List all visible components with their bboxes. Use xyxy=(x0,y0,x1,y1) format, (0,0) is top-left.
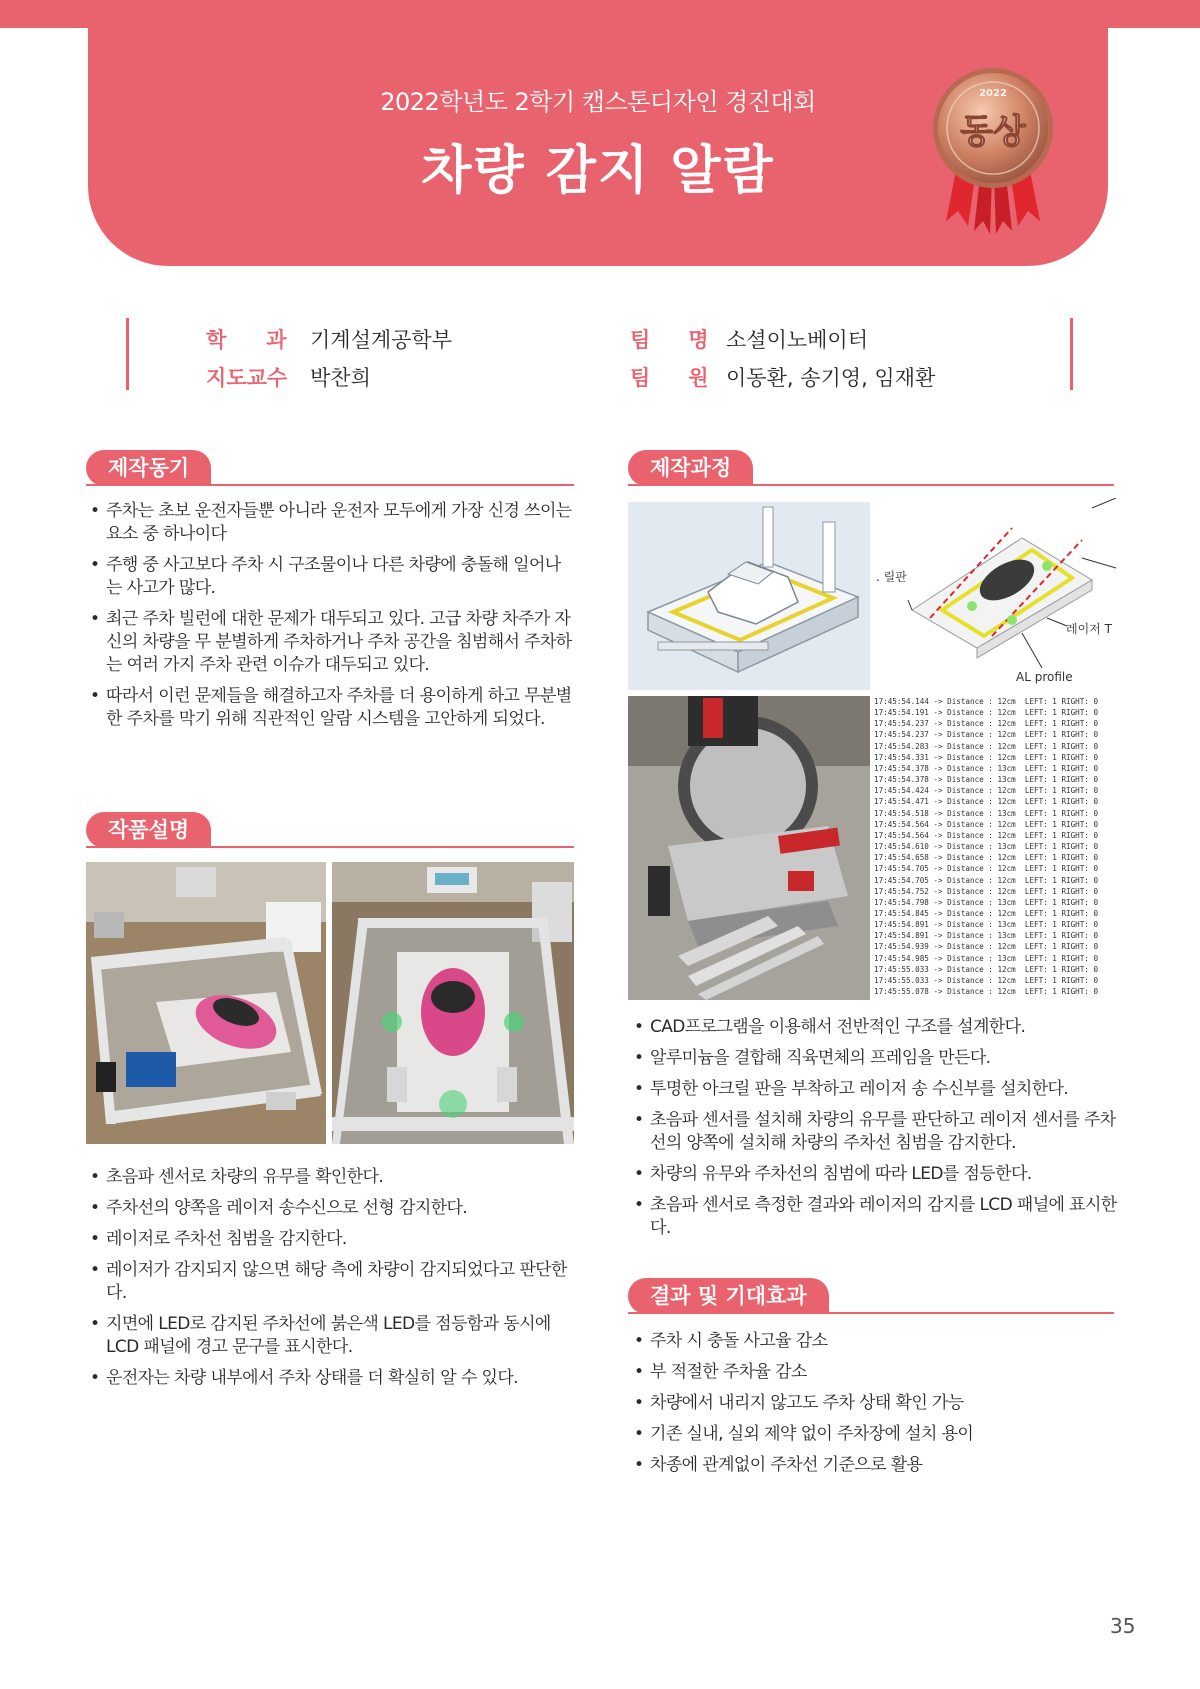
members-label-b: 원 xyxy=(688,366,709,390)
bronze-medal-icon xyxy=(928,66,1058,236)
motivation-list xyxy=(88,500,576,739)
serial-log-line: 17:45:54.331 -> Distance : 12cm LEFT: 1 RIGHT: 0 xyxy=(874,752,1099,762)
cad-model-image xyxy=(628,502,870,690)
serial-log-line: 17:45:54.237 -> Distance : 12cm LEFT: 1 RIGHT: 0 xyxy=(874,730,1099,740)
serial-log-line: 17:45:54.564 -> Distance : 12cm LEFT: 1 RIGHT: 0 xyxy=(874,819,1099,829)
advisor-value: 박찬희 xyxy=(310,366,371,390)
info-department xyxy=(206,324,452,354)
serial-log-line: 17:45:54.891 -> Distance : 13cm LEFT: 1 RIGHT: 0 xyxy=(874,920,1099,930)
serial-log-line: 17:45:54.798 -> Distance : 13cm LEFT: 1 RIGHT: 0 xyxy=(874,897,1099,907)
diagram-label-profile: AL profile xyxy=(1016,670,1073,684)
serial-log-line: 17:45:54.144 -> Distance : 12cm LEFT: 1 RIGHT: 0 xyxy=(874,697,1099,706)
list-item: • 최근 주차 빌런에 대한 문제가 대두되고 있다. 고급 차량 차주가 자신의 차량을 무 분별하게 주차하거나 주차 공간을 침범해서 주차하는 여러 가지 주차 관련 이슈가 대두되고 있다. xyxy=(88,608,576,677)
info-team-members xyxy=(630,362,935,392)
description-list xyxy=(88,1166,578,1398)
serial-log-line: 17:45:55.033 -> Distance : 12cm LEFT: 1 RIGHT: 0 xyxy=(874,975,1099,985)
serial-log-line: 17:45:54.891 -> Distance : 13cm LEFT: 1 RIGHT: 0 xyxy=(874,931,1099,941)
list-item: • 초음파 센서로 측정한 결과와 레이저의 감지를 LCD 패널에 표시한다. xyxy=(632,1194,1118,1240)
section-results-title: 결과 및 기대효과 xyxy=(628,1278,829,1314)
list-item: • 주차는 초보 운전자들뿐 아니라 운전자 모두에게 가장 신경 쓰이는 요소 중 하나이다 xyxy=(88,500,576,546)
serial-log-line: 17:45:54.985 -> Distance : 13cm LEFT: 1 RIGHT: 0 xyxy=(874,953,1099,963)
dept-label-a: 학 xyxy=(206,328,227,352)
serial-log-line: 17:45:54.191 -> Distance : 12cm LEFT: 1 RIGHT: 0 xyxy=(874,708,1099,718)
list-item: • 차종에 관계없이 주차선 기준으로 활용 xyxy=(632,1454,1118,1477)
list-item: • 주차 시 충돌 사고율 감소 xyxy=(632,1330,1118,1353)
serial-log-line: 17:45:54.283 -> Distance : 12cm LEFT: 1 RIGHT: 0 xyxy=(874,741,1099,751)
serial-log-line: 17:45:54.424 -> Distance : 12cm LEFT: 1 RIGHT: 0 xyxy=(874,786,1099,796)
section-results-header xyxy=(628,1278,1114,1314)
medal-award: 동상 xyxy=(960,112,1026,152)
serial-log-line: 17:45:54.845 -> Distance : 12cm LEFT: 1 RIGHT: 0 xyxy=(874,908,1099,918)
list-item: • 차량의 유무와 주차선의 침범에 따라 LED를 점등한다. xyxy=(632,1163,1118,1186)
miter-saw-photo xyxy=(628,696,870,1000)
serial-log-line: 17:45:54.658 -> Distance : 12cm LEFT: 1 RIGHT: 0 xyxy=(874,853,1099,863)
team-name-value: 소셜이노베이터 xyxy=(726,328,869,352)
list-item: • 알루미늄을 결합해 직육면체의 프레임을 만든다. xyxy=(632,1047,1118,1070)
info-divider-left xyxy=(126,318,129,390)
list-item: • 따라서 이런 문제들을 해결하고자 주차를 더 용이하게 하고 무분별한 주차를 막기 위해 직관적인 알람 시스템을 고안하게 되었다. xyxy=(88,685,576,731)
list-item: • 투명한 아크릴 판을 부착하고 레이저 송 수신부를 설치한다. xyxy=(632,1078,1118,1101)
team-members-value: 이동환, 송기영, 임재환 xyxy=(726,366,936,390)
advisor-label: 지도교수 xyxy=(206,366,288,390)
serial-log-line: 17:45:54.705 -> Distance : 12cm LEFT: 1 RIGHT: 0 xyxy=(874,864,1099,874)
prototype-photo-2 xyxy=(332,862,574,1144)
info-team-name xyxy=(630,324,868,354)
serial-log-line: 17:45:55.078 -> Distance : 12cm LEFT: 1 RIGHT: 0 xyxy=(874,987,1099,997)
diagram-label-plate: . 릴판 xyxy=(876,570,907,584)
team-label-a: 팀 xyxy=(630,328,651,352)
diagram-label-laser: 레이저 T xyxy=(1066,622,1112,636)
list-item: • 지면에 LED로 감지된 주차선에 붉은색 LED를 점등함과 동시에 LCD 패널에 경고 문구를 표시한다. xyxy=(88,1313,578,1359)
info-advisor xyxy=(206,362,371,392)
info-divider-right xyxy=(1070,318,1073,390)
serial-log-line: 17:45:54.518 -> Distance : 13cm LEFT: 1 RIGHT: 0 xyxy=(874,808,1099,818)
members-label-a: 팀 xyxy=(630,366,651,390)
list-item: • 차량에서 내리지 않고도 주차 상태 확인 가능 xyxy=(632,1392,1118,1415)
list-item: • 부 적절한 주차율 감소 xyxy=(632,1361,1118,1384)
list-item: • 주차선의 양쪽을 레이저 송수신으로 선형 감지한다. xyxy=(88,1197,578,1220)
list-item: • 레이저가 감지되지 않으면 해당 측에 차량이 감지되었다고 판단한다. xyxy=(88,1259,578,1305)
team-label-b: 명 xyxy=(688,328,709,352)
serial-log-line: 17:45:54.378 -> Distance : 13cm LEFT: 1 RIGHT: 0 xyxy=(874,775,1099,785)
results-list xyxy=(632,1330,1118,1485)
list-item: • 운전자는 차량 내부에서 주차 상태를 더 확실히 알 수 있다. xyxy=(88,1367,578,1390)
list-item: • CAD프로그램을 이용해서 전반적인 구조를 설계한다. xyxy=(632,1016,1118,1039)
serial-log-line: 17:45:54.564 -> Distance : 12cm LEFT: 1 RIGHT: 0 xyxy=(874,830,1099,840)
serial-monitor-log xyxy=(872,696,1116,1000)
laser-schematic-diagram xyxy=(872,498,1116,690)
section-process-title: 제작과정 xyxy=(628,450,753,486)
list-item: • 초음파 센서로 차량의 유무를 확인한다. xyxy=(88,1166,578,1189)
section-motivation-header xyxy=(86,450,574,486)
section-description-title: 작품설명 xyxy=(86,812,211,848)
serial-log-line: 17:45:54.939 -> Distance : 12cm LEFT: 1 RIGHT: 0 xyxy=(874,942,1099,952)
dept-label-b: 과 xyxy=(266,328,287,352)
serial-log-line: 17:45:54.705 -> Distance : 12cm LEFT: 1 RIGHT: 0 xyxy=(874,875,1099,885)
serial-log-line: 17:45:54.237 -> Distance : 12cm LEFT: 1 RIGHT: 0 xyxy=(874,719,1099,729)
serial-log-text xyxy=(874,696,1098,997)
page-number: 35 xyxy=(1110,1614,1136,1638)
department-value: 기계설계공학부 xyxy=(310,328,453,352)
serial-log-line: 17:45:55.033 -> Distance : 12cm LEFT: 1 RIGHT: 0 xyxy=(874,964,1099,974)
list-item: • 기존 실내, 실외 제약 없이 주차장에 설치 용이 xyxy=(632,1423,1118,1446)
page-title: 차량 감지 알람 xyxy=(421,141,775,201)
section-motivation-title: 제작동기 xyxy=(86,450,211,486)
serial-log-line: 17:45:54.471 -> Distance : 12cm LEFT: 1 RIGHT: 0 xyxy=(874,797,1099,807)
prototype-photo-1 xyxy=(86,862,326,1144)
list-item: • 초음파 센서를 설치해 차량의 유무를 판단하고 레이저 센서를 주차선의 양쪽에 설치해 차량의 주차선 침범을 감지한다. xyxy=(632,1109,1118,1155)
serial-log-line: 17:45:54.610 -> Distance : 13cm LEFT: 1 RIGHT: 0 xyxy=(874,842,1099,852)
serial-log-line: 17:45:54.752 -> Distance : 12cm LEFT: 1 RIGHT: 0 xyxy=(874,886,1099,896)
process-list xyxy=(632,1016,1118,1248)
section-process-header xyxy=(628,450,1114,486)
contest-title: 2022학년도 2학기 캡스톤디자인 경진대회 xyxy=(380,88,816,116)
section-description-header xyxy=(86,812,574,848)
medal-year: 2022 xyxy=(979,88,1007,99)
list-item: • 주행 중 사고보다 주차 시 구조물이나 다른 차량에 충돌해 일어나는 사고가 많다. xyxy=(88,554,576,600)
serial-log-line: 17:45:54.378 -> Distance : 13cm LEFT: 1 RIGHT: 0 xyxy=(874,763,1099,773)
list-item: • 레이저로 주차선 침범을 감지한다. xyxy=(88,1228,578,1251)
